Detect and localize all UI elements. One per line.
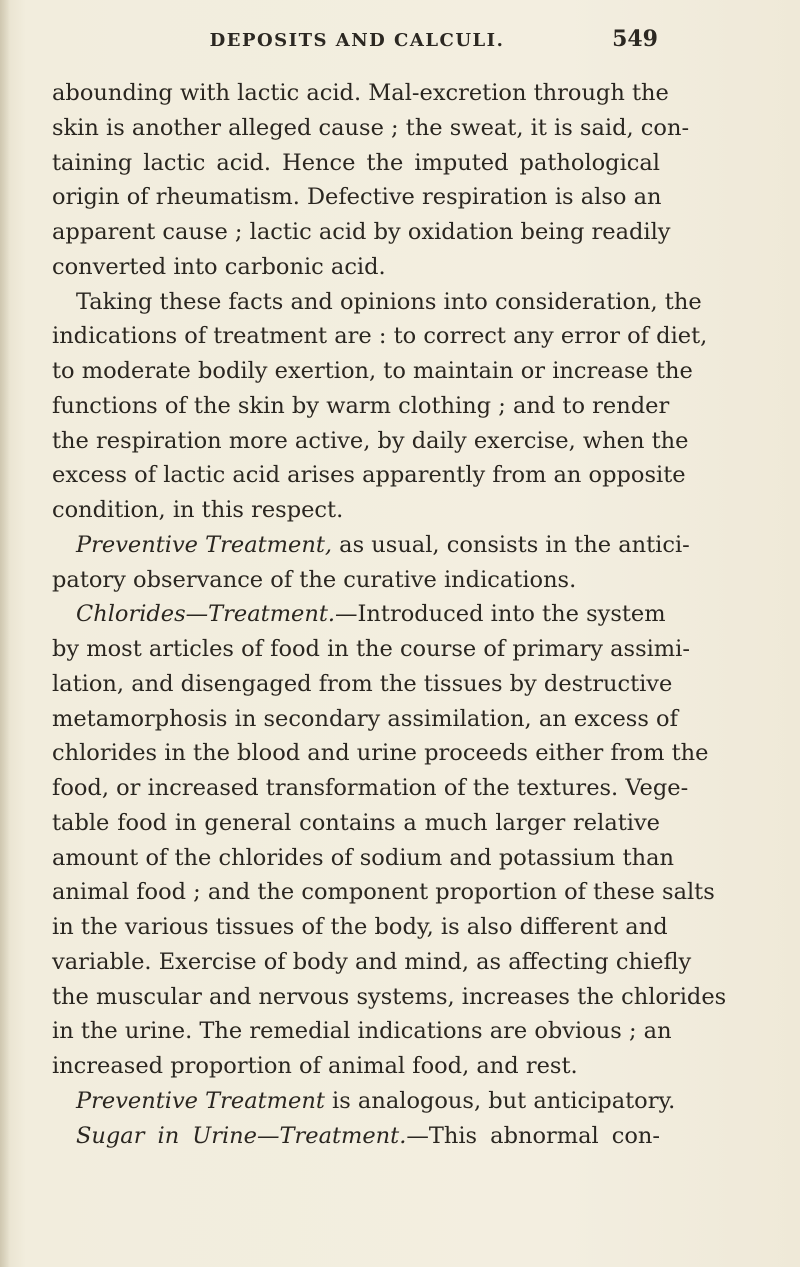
text-line: functions of the skin by warm clothing ; and to render	[52, 392, 670, 419]
text-line: patory observance of the curative indications.	[52, 566, 577, 593]
text-line: condition, in this respect.	[52, 497, 344, 523]
text-line: variable. Exercise of body and mind, as affecting chiefly	[52, 948, 692, 975]
text-line: to moderate bodily exertion, to maintain or increase the	[52, 358, 693, 384]
text-line: amount of the chlorides of sodium and potassium than	[52, 844, 674, 871]
page-number: 549	[612, 26, 658, 52]
text-line: skin is another alleged cause ; the sweat, it is said, con-	[52, 114, 690, 141]
text-line: table food in general contains a much larger relative	[52, 809, 660, 836]
text-line: animal food ; and the component proportion of these salts	[52, 879, 715, 906]
body-text	[52, 76, 727, 1153]
italic-heading: Preventive Treatment	[76, 1087, 325, 1114]
text-line: apparent cause ; lactic acid by oxidation being readily	[52, 219, 671, 245]
text-line: the muscular and nervous systems, increases the chlorides	[52, 983, 727, 1010]
text-line: in the various tissues of the body, is also different and	[52, 914, 668, 940]
text-line: Sugar in Urine—Treatment.—This abnormal con-	[76, 1122, 660, 1149]
text-line: increased proportion of animal food, and rest.	[52, 1053, 578, 1079]
text-line: origin of rheumatism. Defective respiration is also an	[52, 184, 662, 211]
text-line: by most articles of food in the course of primary assimi-	[52, 636, 690, 662]
text-line: metamorphosis in secondary assimilation, an excess of	[52, 705, 678, 732]
text-line: the respiration more active, by daily exercise, when the	[52, 427, 689, 454]
text-line: converted into carbonic acid.	[52, 253, 386, 280]
text-line: indications of treatment are : to correct any error of diet,	[52, 323, 708, 350]
text-line: Taking these facts and opinions into consideration, the	[76, 288, 702, 315]
binding-gutter	[0, 0, 10, 1267]
text-line: Preventive Treatment is analogous, but anticipatory.	[76, 1087, 676, 1114]
text-line: food, or increased transformation of the textures. Vege-	[52, 775, 689, 801]
italic-heading: Chlorides—Treatment.	[76, 601, 336, 628]
text-line: abounding with lactic acid. Mal-excretion through the	[52, 80, 669, 106]
text-line: taining lactic acid. Hence the imputed pathological	[52, 149, 660, 176]
italic-heading: Preventive Treatment,	[76, 531, 333, 558]
text-line: Preventive Treatment, as usual, consists in the antici-	[76, 531, 690, 558]
page-header	[56, 26, 658, 62]
text-line: excess of lactic acid arises apparently from an opposite	[52, 462, 686, 489]
text-line: Chlorides—Treatment.—Introduced into the system	[76, 601, 666, 628]
text-line: in the urine. The remedial indications are obvious ; an	[52, 1018, 672, 1045]
text-line: chlorides in the blood and urine proceeds either from the	[52, 740, 709, 767]
running-head: DEPOSITS AND CALCULI.	[209, 30, 505, 51]
text-line: lation, and disengaged from the tissues by destructive	[52, 670, 673, 697]
italic-heading: Sugar in Urine—Treatment.	[76, 1122, 407, 1149]
